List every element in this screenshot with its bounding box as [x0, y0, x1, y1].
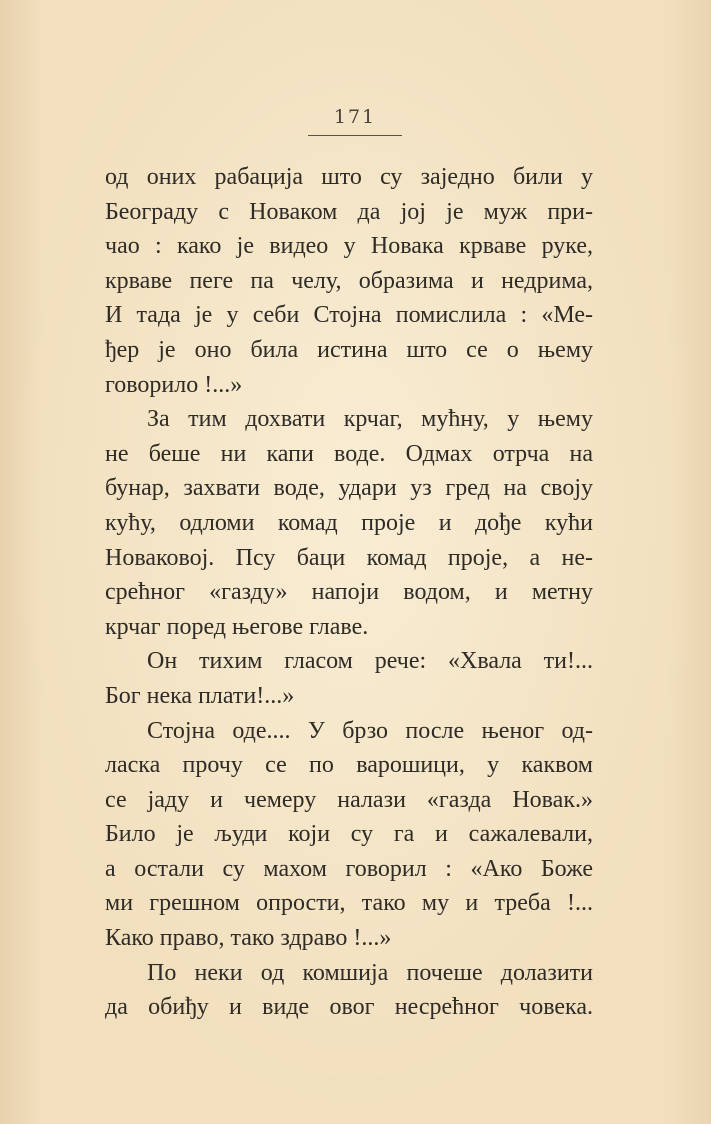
text-line: се јаду и чемеру налази «газда Новак.»: [105, 786, 593, 813]
text-line: а остали су махом говорил : «Ако Боже: [105, 855, 593, 882]
text-line: ласка прочу се по варошици, у каквом: [105, 752, 593, 779]
text-line: Било је људи који су га и сажалевали,: [105, 821, 593, 848]
text-line: По неки од комшија почеше долазити: [147, 959, 593, 986]
text-line: крчаг поред његове главе.: [105, 613, 369, 640]
text-line: бунар, захвати воде, удари уз гред на своју: [105, 475, 593, 502]
text-line: од оних рабација што су заједно били у: [105, 164, 593, 190]
text-line: да обиђу и виде овог несрећног човека.: [105, 994, 593, 1021]
text-line: кућу, одломи комад проје и дође кући: [105, 509, 593, 536]
text-line: срећног «газду» напоји водом, и метну: [105, 579, 593, 606]
text-line: Он тихим гласом рече: «Хвала ти!...: [147, 648, 593, 675]
text-line: За тим дохвати крчаг, мућну, у њему: [147, 406, 593, 433]
text-line: говорило !...»: [105, 371, 243, 398]
text-line: Новаковој. Псу баци комад проје, а не-: [105, 544, 593, 571]
text-line: чао : како је видео у Новака крваве руке,: [105, 233, 593, 260]
text-line: Београду с Новаком да јој је муж при-: [105, 198, 593, 225]
text-line: Бог нека плати!...»: [105, 682, 295, 709]
text-line: ми грешном опрости, тако му и треба !...: [105, 890, 593, 917]
text-line: крваве пеге па челу, образима и недрима,: [105, 267, 593, 294]
body-text: [105, 160, 593, 1025]
text-line: не беше ни капи воде. Одмах отрча на: [105, 440, 593, 467]
page-number-rule: [308, 135, 402, 136]
text-line: Како право, тако здраво !...»: [105, 925, 392, 952]
text-line: И тада је у себи Стојна помислила : «Ме-: [105, 302, 593, 329]
text-line: ђер је оно била истина што се о њему: [105, 336, 593, 363]
text-line: Стојна оде.... У брзо после њеног од-: [147, 717, 593, 744]
page-number: 171: [333, 106, 377, 128]
